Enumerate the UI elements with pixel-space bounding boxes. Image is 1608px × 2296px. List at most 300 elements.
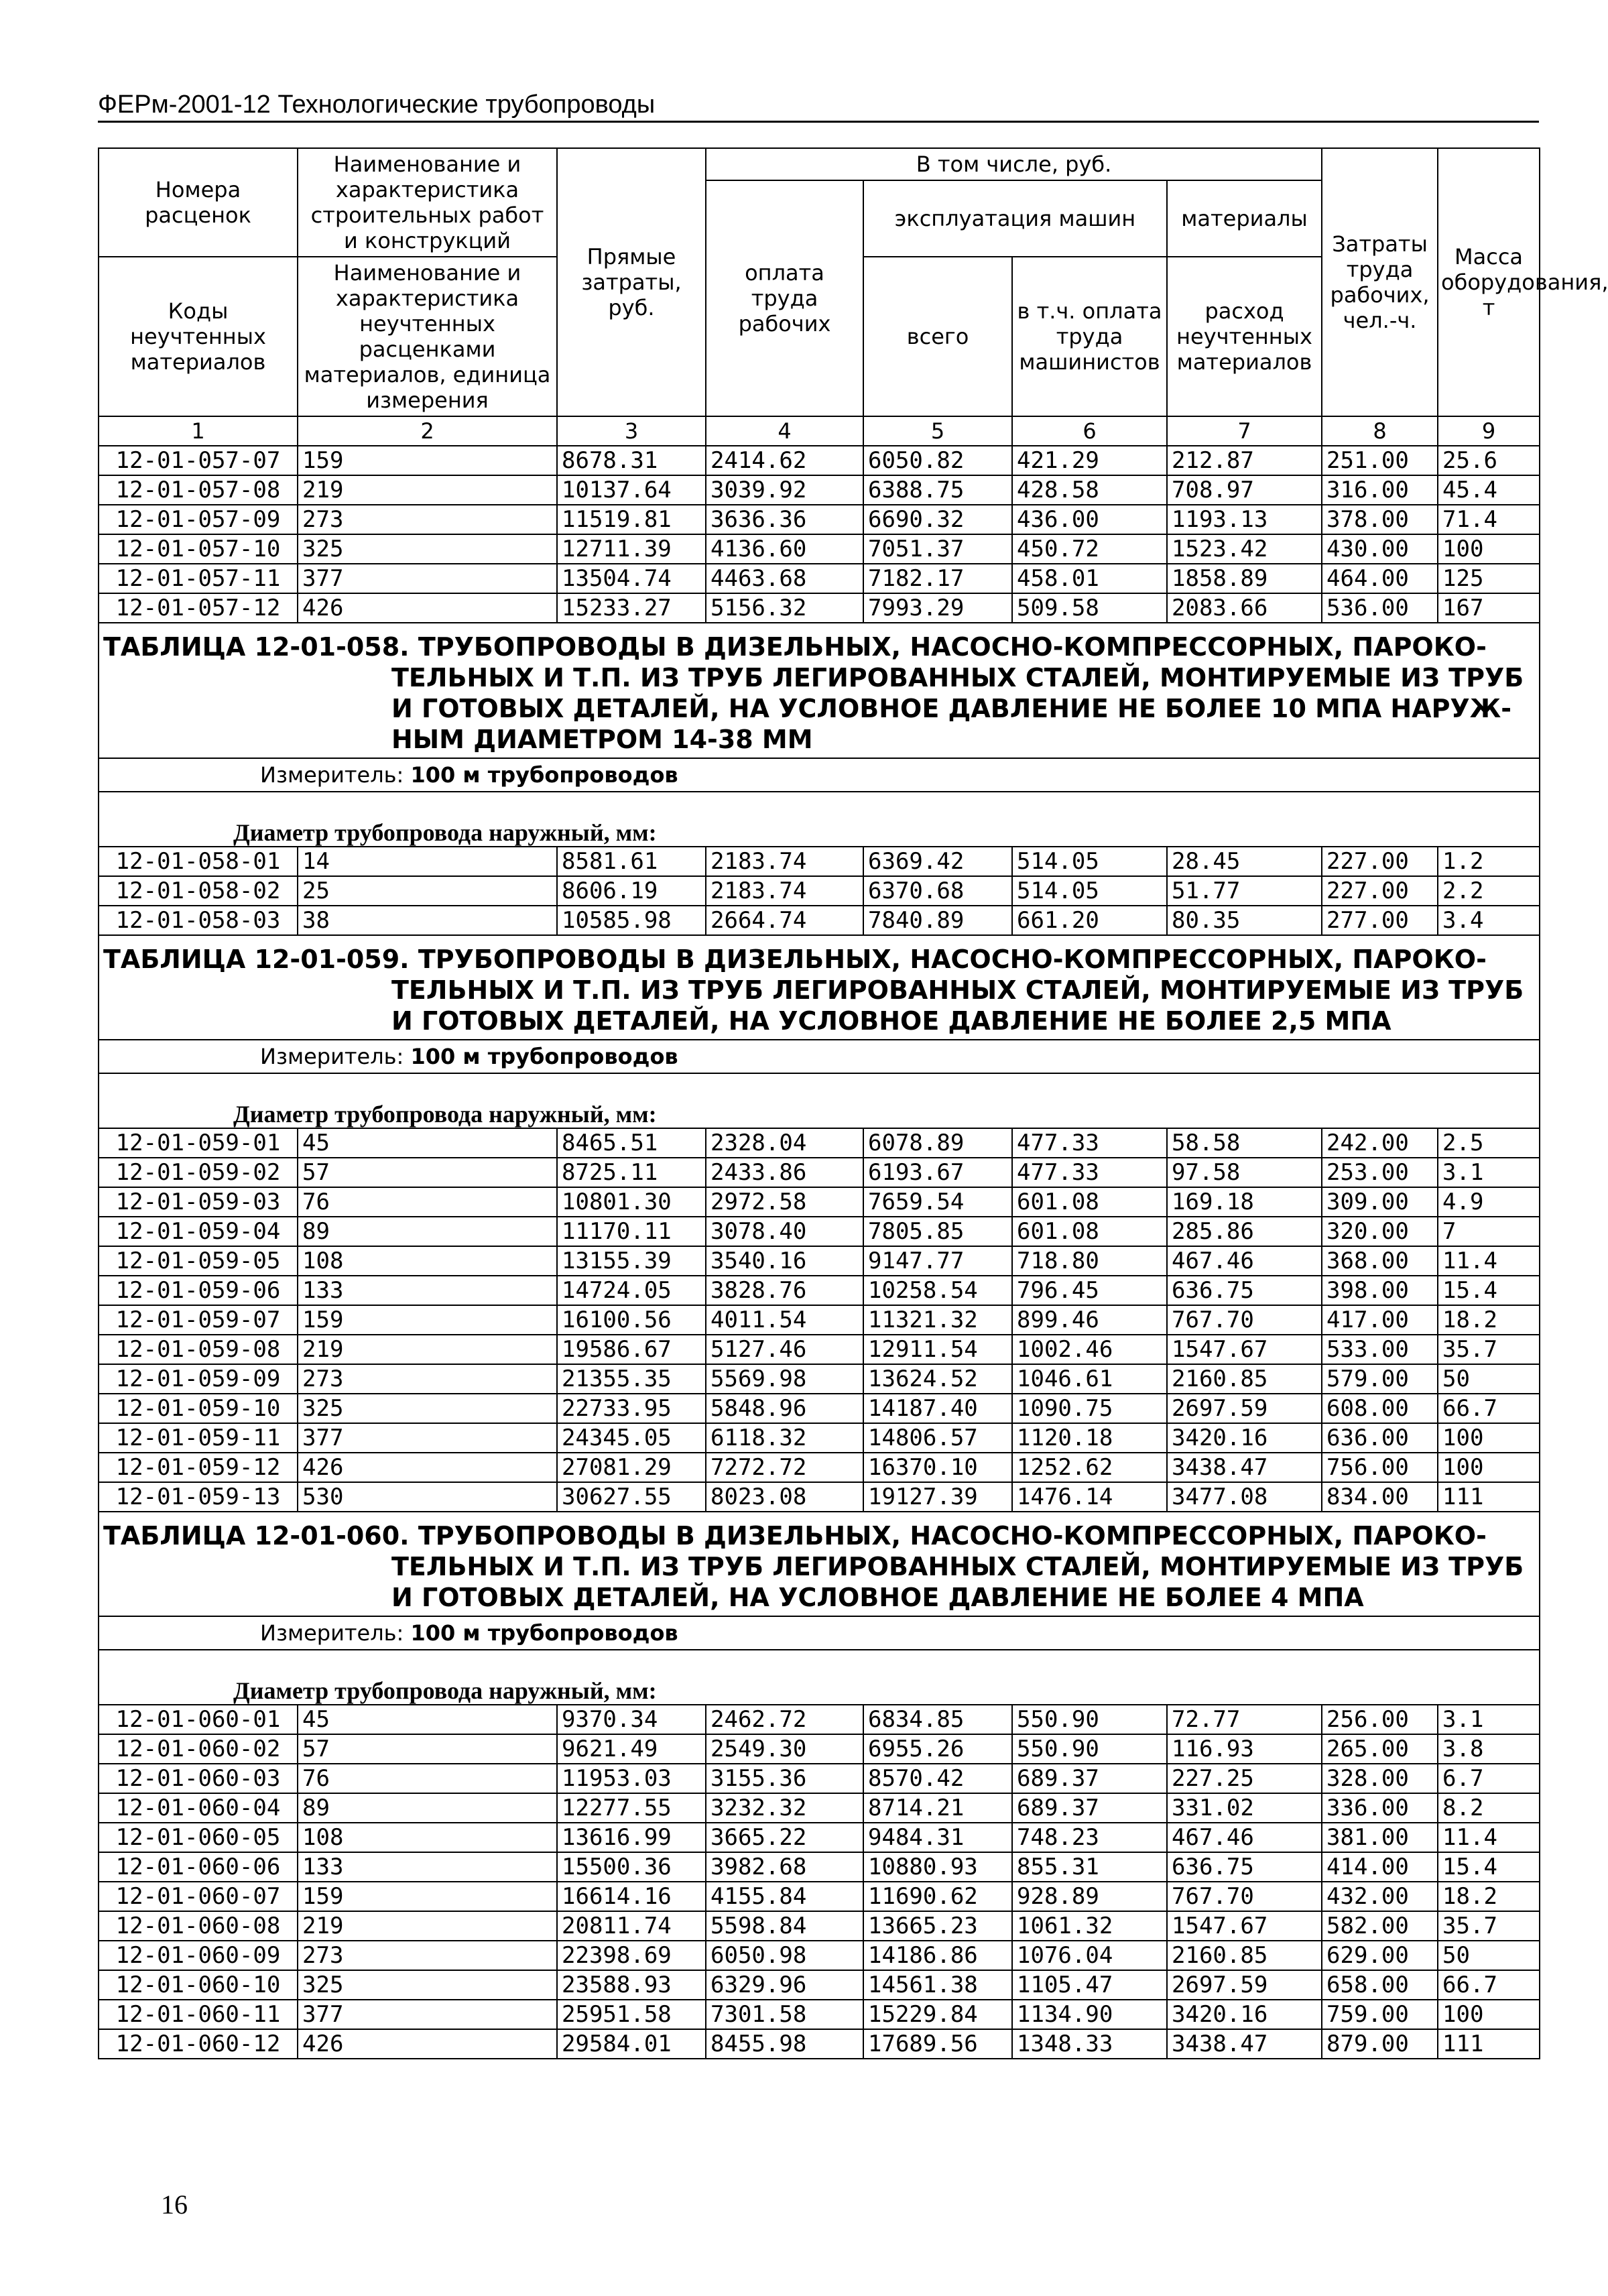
table-cell: 756.00 (1322, 1453, 1438, 1482)
rate-code: 12-01-059-09 (99, 1364, 298, 1394)
table-cell: 8570.42 (863, 1764, 1012, 1793)
table-cell: 16370.10 (863, 1453, 1012, 1482)
table-cell: 377 (298, 1423, 557, 1453)
table-row (99, 1128, 1540, 1158)
table-cell: 13155.39 (557, 1246, 706, 1276)
measure (99, 1616, 1540, 1650)
table-cell: 2433.86 (706, 1158, 863, 1187)
diameter-row (99, 1650, 1540, 1705)
table-cell: 477.33 (1012, 1158, 1167, 1187)
table-cell: 1252.62 (1012, 1453, 1167, 1482)
table-cell: 4155.84 (706, 1882, 863, 1911)
table-cell: 23588.93 (557, 1970, 706, 2000)
table-cell: 19586.67 (557, 1335, 706, 1364)
rate-code: 12-01-057-11 (99, 564, 298, 593)
table-cell: 767.70 (1167, 1882, 1322, 1911)
table-cell: 45 (298, 1705, 557, 1734)
table-cell: 582.00 (1322, 1911, 1438, 1941)
table-cell: 4463.68 (706, 564, 863, 593)
table-title-row (99, 623, 1540, 758)
table-cell: 3540.16 (706, 1246, 863, 1276)
column-number: 1 (99, 416, 298, 446)
table-cell: 51.77 (1167, 876, 1322, 906)
table-cell: 1120.18 (1012, 1423, 1167, 1453)
table-cell: 100 (1438, 1453, 1540, 1482)
table-cell: 309.00 (1322, 1187, 1438, 1217)
table-cell: 111 (1438, 2029, 1540, 2059)
table-cell: 16100.56 (557, 1305, 706, 1335)
table-cell: 4011.54 (706, 1305, 863, 1335)
table-cell: 8581.61 (557, 847, 706, 876)
measure (99, 758, 1540, 792)
table-cell: 14 (298, 847, 557, 876)
column-numbers-row (99, 416, 1540, 446)
table-label: ТАБЛИЦА 12-01-060. (103, 1521, 410, 1551)
table-row (99, 1305, 1540, 1335)
table-cell: 7993.29 (863, 593, 1012, 623)
table-cell: 5156.32 (706, 593, 863, 623)
table-cell: 13504.74 (557, 564, 706, 593)
table-cell: 579.00 (1322, 1364, 1438, 1394)
table-cell: 414.00 (1322, 1852, 1438, 1882)
table-cell: 10801.30 (557, 1187, 706, 1217)
table-title-line: ТЕЛЬНЫХ И Т.П. ИЗ ТРУБ ЛЕГИРОВАННЫХ СТАЛЕЙ, МОНТИРУЕМЫЕ ИЗ ТРУБ (391, 663, 1524, 692)
table-cell: 608.00 (1322, 1394, 1438, 1423)
column-number: 5 (863, 416, 1012, 446)
table-cell: 100 (1438, 534, 1540, 564)
rate-code: 12-01-059-03 (99, 1187, 298, 1217)
measure-label: Измеритель: (260, 762, 404, 788)
table-cell: 1046.61 (1012, 1364, 1167, 1394)
table-cell: 13616.99 (557, 1823, 706, 1852)
diameter-caption: Диаметр трубопровода наружный, мм: (99, 1650, 1540, 1705)
table-title-line: И ГОТОВЫХ ДЕТАЛЕЙ, НА УСЛОВНОЕ ДАВЛЕНИЕ НЕ БОЛЕЕ 10 МПА НАРУЖ- (391, 694, 1512, 723)
table-title-line (103, 1520, 1535, 1551)
measure-row (99, 1040, 1540, 1073)
table-cell: 253.00 (1322, 1158, 1438, 1187)
table-cell: 636.00 (1322, 1423, 1438, 1453)
table-cell: 100 (1438, 2000, 1540, 2029)
column-number: 2 (298, 416, 557, 446)
table-cell: 11321.32 (863, 1305, 1012, 1335)
table-cell: 426 (298, 593, 557, 623)
table-cell: 417.00 (1322, 1305, 1438, 1335)
table-row (99, 1423, 1540, 1453)
rate-code: 12-01-060-10 (99, 1970, 298, 2000)
table-cell: 3438.47 (1167, 1453, 1322, 1482)
table-cell: 426 (298, 2029, 557, 2059)
table-cell: 3155.36 (706, 1764, 863, 1793)
table-cell: 1476.14 (1012, 1482, 1167, 1512)
table-cell: 57 (298, 1158, 557, 1187)
table-cell: 2.2 (1438, 876, 1540, 906)
table-cell: 796.45 (1012, 1276, 1167, 1305)
table-cell: 9484.31 (863, 1823, 1012, 1852)
rate-code: 12-01-059-06 (99, 1276, 298, 1305)
table-cell: 11519.81 (557, 505, 706, 534)
table-cell: 273 (298, 505, 557, 534)
table-cell: 3636.36 (706, 505, 863, 534)
head-operator-wages: в т.ч. оплата труда машинистов (1012, 257, 1167, 416)
table-cell: 426 (298, 1453, 557, 1482)
table-cell: 1193.13 (1167, 505, 1322, 534)
table-cell: 125 (1438, 564, 1540, 593)
table-cell: 718.80 (1012, 1246, 1167, 1276)
rate-code: 12-01-059-02 (99, 1158, 298, 1187)
table-cell: 13624.52 (863, 1364, 1012, 1394)
rate-code: 12-01-057-12 (99, 593, 298, 623)
table-cell: 477.33 (1012, 1128, 1167, 1158)
table-cell: 325 (298, 534, 557, 564)
table-cell: 436.00 (1012, 505, 1167, 534)
column-number: 4 (706, 416, 863, 446)
table-row (99, 1335, 1540, 1364)
table-cell: 10880.93 (863, 1852, 1012, 1882)
rate-code: 12-01-058-02 (99, 876, 298, 906)
rate-code: 12-01-057-09 (99, 505, 298, 534)
table-cell: 689.37 (1012, 1793, 1167, 1823)
measure-value: 100 м трубопроводов (410, 762, 678, 788)
table-cell: 133 (298, 1276, 557, 1305)
rate-code: 12-01-060-03 (99, 1764, 298, 1793)
table-title-line: НЫМ ДИАМЕТРОМ 14-38 ММ (391, 725, 813, 754)
table-cell: 2549.30 (706, 1734, 863, 1764)
table-cell: 15.4 (1438, 1852, 1540, 1882)
table-cell: 377 (298, 2000, 557, 2029)
table-cell: 25.6 (1438, 446, 1540, 475)
column-number: 3 (557, 416, 706, 446)
table-cell: 89 (298, 1793, 557, 1823)
table-cell: 759.00 (1322, 2000, 1438, 2029)
table-cell: 928.89 (1012, 1882, 1167, 1911)
table-cell: 6329.96 (706, 1970, 863, 2000)
table-cell: 285.86 (1167, 1217, 1322, 1246)
measure-row (99, 1616, 1540, 1650)
rate-code: 12-01-060-01 (99, 1705, 298, 1734)
rate-code: 12-01-059-12 (99, 1453, 298, 1482)
page-number: 16 (161, 2189, 188, 2220)
table-cell: 601.08 (1012, 1187, 1167, 1217)
table-cell: 377 (298, 564, 557, 593)
table-row (99, 505, 1540, 534)
table-cell: 28.45 (1167, 847, 1322, 876)
table-cell: 5598.84 (706, 1911, 863, 1941)
table-row (99, 1453, 1540, 1482)
table-cell: 6118.32 (706, 1423, 863, 1453)
rate-code: 12-01-060-11 (99, 2000, 298, 2029)
table-row (99, 1276, 1540, 1305)
table-cell: 3477.08 (1167, 1482, 1322, 1512)
table-cell: 3438.47 (1167, 2029, 1322, 2059)
table-cell: 3.8 (1438, 1734, 1540, 1764)
table-cell: 18.2 (1438, 1305, 1540, 1335)
head-wages: оплата труда рабочих (706, 180, 863, 416)
table-cell: 11953.03 (557, 1764, 706, 1793)
page-header (98, 88, 1539, 123)
head-material-codes: Коды неучтенных материалов (99, 257, 298, 416)
column-number: 7 (1167, 416, 1322, 446)
rate-code: 12-01-059-01 (99, 1128, 298, 1158)
table-row (99, 446, 1540, 475)
table-cell: 8678.31 (557, 446, 706, 475)
table-cell: 6369.42 (863, 847, 1012, 876)
table-row (99, 1793, 1540, 1823)
table-cell: 11690.62 (863, 1882, 1012, 1911)
table-cell: 11.4 (1438, 1246, 1540, 1276)
table-cell: 212.87 (1167, 446, 1322, 475)
table-cell: 12711.39 (557, 534, 706, 564)
table-cell: 708.97 (1167, 475, 1322, 505)
table-cell: 27081.29 (557, 1453, 706, 1482)
table-cell: 16614.16 (557, 1882, 706, 1911)
table-cell: 530 (298, 1482, 557, 1512)
table-cell: 5127.46 (706, 1335, 863, 1364)
table-row (99, 1246, 1540, 1276)
table-cell: 108 (298, 1823, 557, 1852)
table-cell: 1348.33 (1012, 2029, 1167, 2059)
table-cell: 467.46 (1167, 1823, 1322, 1852)
rate-code: 12-01-060-02 (99, 1734, 298, 1764)
table-cell: 2083.66 (1167, 593, 1322, 623)
table-cell: 5848.96 (706, 1394, 863, 1423)
table-cell: 2972.58 (706, 1187, 863, 1217)
table-cell: 834.00 (1322, 1482, 1438, 1512)
table-cell: 325 (298, 1394, 557, 1423)
head-direct-costs: Прямые затраты, руб. (557, 148, 706, 416)
table-row (99, 906, 1540, 935)
table-cell: 227.00 (1322, 876, 1438, 906)
table-title-line: ТЕЛЬНЫХ И Т.П. ИЗ ТРУБ ЛЕГИРОВАННЫХ СТАЛЕЙ, МОНТИРУЕМЫЕ ИЗ ТРУБ (391, 975, 1524, 1005)
rate-code: 12-01-057-08 (99, 475, 298, 505)
table-cell: 3828.76 (706, 1276, 863, 1305)
head-name: Наименование и характеристика строительных работ и конструкций (298, 148, 557, 257)
diameter-caption: Диаметр трубопровода наружный, мм: (99, 1073, 1540, 1128)
table-cell: 45 (298, 1128, 557, 1158)
table-cell: 336.00 (1322, 1793, 1438, 1823)
table-cell: 219 (298, 1335, 557, 1364)
table-cell: 58.58 (1167, 1128, 1322, 1158)
table-cell: 6193.67 (863, 1158, 1012, 1187)
table-cell: 169.18 (1167, 1187, 1322, 1217)
table-cell: 533.00 (1322, 1335, 1438, 1364)
table-row (99, 1911, 1540, 1941)
rate-code: 12-01-059-13 (99, 1482, 298, 1512)
table-cell: 22733.95 (557, 1394, 706, 1423)
table-cell: 17689.56 (863, 2029, 1012, 2059)
table-cell: 3232.32 (706, 1793, 863, 1823)
rate-code: 12-01-059-07 (99, 1305, 298, 1335)
table-cell: 1076.04 (1012, 1941, 1167, 1970)
table-cell: 11170.11 (557, 1217, 706, 1246)
table-cell: 38 (298, 906, 557, 935)
measure-label: Измеритель: (260, 1620, 404, 1646)
table-cell: 159 (298, 1882, 557, 1911)
head-material-consumption: расход неучтенных материалов (1167, 257, 1322, 416)
table-cell: 748.23 (1012, 1823, 1167, 1852)
table-cell: 8.2 (1438, 1793, 1540, 1823)
table-cell: 167 (1438, 593, 1540, 623)
head-machines: эксплуатация машин (863, 180, 1167, 257)
rate-code: 12-01-060-09 (99, 1941, 298, 1970)
table-cell: 15.4 (1438, 1276, 1540, 1305)
table-row (99, 2029, 1540, 2059)
column-number: 6 (1012, 416, 1167, 446)
table-cell: 536.00 (1322, 593, 1438, 623)
table-cell: 80.35 (1167, 906, 1322, 935)
table-cell: 50 (1438, 1941, 1540, 1970)
table-cell: 514.05 (1012, 847, 1167, 876)
table-cell: 18.2 (1438, 1882, 1540, 1911)
table-cell: 2.5 (1438, 1128, 1540, 1158)
table-cell: 767.70 (1167, 1305, 1322, 1335)
table-cell: 1.2 (1438, 847, 1540, 876)
table-cell: 10137.64 (557, 475, 706, 505)
table-row (99, 1764, 1540, 1793)
measure-value: 100 м трубопроводов (410, 1620, 678, 1646)
diameter-caption: Диаметр трубопровода наружный, мм: (99, 792, 1540, 847)
table-cell: 20811.74 (557, 1911, 706, 1941)
rate-code: 12-01-060-06 (99, 1852, 298, 1882)
table-cell: 6370.68 (863, 876, 1012, 906)
table-title-row (99, 1512, 1540, 1616)
diameter-row (99, 792, 1540, 847)
table-cell: 57 (298, 1734, 557, 1764)
rate-code: 12-01-057-10 (99, 534, 298, 564)
head-materials: материалы (1167, 180, 1322, 257)
table-cell: 12277.55 (557, 1793, 706, 1823)
table-cell: 15500.36 (557, 1852, 706, 1882)
table-title-line: И ГОТОВЫХ ДЕТАЛЕЙ, НА УСЛОВНОЕ ДАВЛЕНИЕ НЕ БОЛЕЕ 4 МПА (391, 1583, 1364, 1612)
table-row (99, 1852, 1540, 1882)
measure-label: Измеритель: (260, 1044, 404, 1069)
table-row (99, 847, 1540, 876)
table-row (99, 1482, 1540, 1512)
table-cell: 7 (1438, 1217, 1540, 1246)
table-row (99, 2000, 1540, 2029)
table-title-text: ТРУБОПРОВОДЫ В ДИЗЕЛЬНЫХ, НАСОСНО-КОМПРЕССОРНЫХ, ПАРОКО- (418, 1521, 1487, 1551)
table-cell: 6.7 (1438, 1764, 1540, 1793)
table-cell: 116.93 (1167, 1734, 1322, 1764)
table-cell: 1002.46 (1012, 1335, 1167, 1364)
table-cell: 2183.74 (706, 847, 863, 876)
rate-code: 12-01-060-04 (99, 1793, 298, 1823)
table-cell: 450.72 (1012, 534, 1167, 564)
table-cell: 66.7 (1438, 1394, 1540, 1423)
table-cell: 227.25 (1167, 1764, 1322, 1793)
measure-value: 100 м трубопроводов (410, 1044, 678, 1069)
table-row (99, 1823, 1540, 1852)
table-cell: 7301.58 (706, 2000, 863, 2029)
rate-code: 12-01-057-07 (99, 446, 298, 475)
measure (99, 1040, 1540, 1073)
table-cell: 2328.04 (706, 1128, 863, 1158)
table-cell: 1547.67 (1167, 1911, 1322, 1941)
table-cell: 421.29 (1012, 446, 1167, 475)
table-row (99, 564, 1540, 593)
table-cell: 7182.17 (863, 564, 1012, 593)
head-including: В том числе, руб. (706, 148, 1322, 180)
table-cell: 3039.92 (706, 475, 863, 505)
table-cell: 464.00 (1322, 564, 1438, 593)
table-cell: 550.90 (1012, 1705, 1167, 1734)
head-codes: Номера расценок (99, 148, 298, 257)
table-row (99, 1882, 1540, 1911)
table-cell: 72.77 (1167, 1705, 1322, 1734)
table-cell: 6388.75 (863, 475, 1012, 505)
table-cell: 8606.19 (557, 876, 706, 906)
table-row (99, 1364, 1540, 1394)
table-cell: 430.00 (1322, 534, 1438, 564)
table-cell: 89 (298, 1217, 557, 1246)
table-row (99, 475, 1540, 505)
table-row (99, 593, 1540, 623)
head-mass: Масса оборудования, т (1438, 148, 1540, 416)
column-number: 8 (1322, 416, 1438, 446)
table-cell: 19127.39 (863, 1482, 1012, 1512)
table-cell: 636.75 (1167, 1276, 1322, 1305)
table-cell: 76 (298, 1764, 557, 1793)
table-cell: 219 (298, 475, 557, 505)
table-cell: 3420.16 (1167, 2000, 1322, 2029)
table-cell: 9147.77 (863, 1246, 1012, 1276)
table-cell: 7051.37 (863, 534, 1012, 564)
table-cell: 219 (298, 1911, 557, 1941)
table-row (99, 1217, 1540, 1246)
table-cell: 325 (298, 1970, 557, 2000)
table-cell: 76 (298, 1187, 557, 1217)
table-cell: 25951.58 (557, 2000, 706, 2029)
table-cell: 6050.82 (863, 446, 1012, 475)
table-cell: 1090.75 (1012, 1394, 1167, 1423)
document-title: ФЕРм-2001-12 Технологические трубопроводы (98, 90, 656, 119)
table-cell: 159 (298, 1305, 557, 1335)
table-cell: 550.90 (1012, 1734, 1167, 1764)
table-cell: 509.58 (1012, 593, 1167, 623)
table-cell: 14186.86 (863, 1941, 1012, 1970)
table-cell: 10258.54 (863, 1276, 1012, 1305)
table-title-text: ТРУБОПРОВОДЫ В ДИЗЕЛЬНЫХ, НАСОСНО-КОМПРЕССОРНЫХ, ПАРОКО- (418, 945, 1487, 974)
table-cell: 5569.98 (706, 1364, 863, 1394)
table-cell: 398.00 (1322, 1276, 1438, 1305)
table-cell: 658.00 (1322, 1970, 1438, 2000)
table-cell: 273 (298, 1364, 557, 1394)
table-cell: 71.4 (1438, 505, 1540, 534)
rate-code: 12-01-060-05 (99, 1823, 298, 1852)
table-row (99, 1941, 1540, 1970)
table-cell: 7840.89 (863, 906, 1012, 935)
table-title-line: И ГОТОВЫХ ДЕТАЛЕЙ, НА УСЛОВНОЕ ДАВЛЕНИЕ НЕ БОЛЕЕ 2,5 МПА (391, 1006, 1391, 1036)
table-cell: 256.00 (1322, 1705, 1438, 1734)
table-cell: 4.9 (1438, 1187, 1540, 1217)
table-cell: 316.00 (1322, 475, 1438, 505)
table-cell: 8725.11 (557, 1158, 706, 1187)
table-cell: 428.58 (1012, 475, 1167, 505)
table-cell: 879.00 (1322, 2029, 1438, 2059)
table-title-line (103, 944, 1535, 975)
head-labor: Затраты труда рабочих, чел.-ч. (1322, 148, 1438, 416)
table-cell: 636.75 (1167, 1852, 1322, 1882)
table-cell: 629.00 (1322, 1941, 1438, 1970)
table-cell: 6050.98 (706, 1941, 863, 1970)
rate-code: 12-01-059-08 (99, 1335, 298, 1364)
table-cell: 7272.72 (706, 1453, 863, 1482)
table-cell: 35.7 (1438, 1335, 1540, 1364)
table-cell: 368.00 (1322, 1246, 1438, 1276)
table-title-text: ТРУБОПРОВОДЫ В ДИЗЕЛЬНЫХ, НАСОСНО-КОМПРЕССОРНЫХ, ПАРОКО- (418, 632, 1487, 662)
table-cell: 1061.32 (1012, 1911, 1167, 1941)
table-cell: 3.1 (1438, 1705, 1540, 1734)
table-cell: 30627.55 (557, 1482, 706, 1512)
